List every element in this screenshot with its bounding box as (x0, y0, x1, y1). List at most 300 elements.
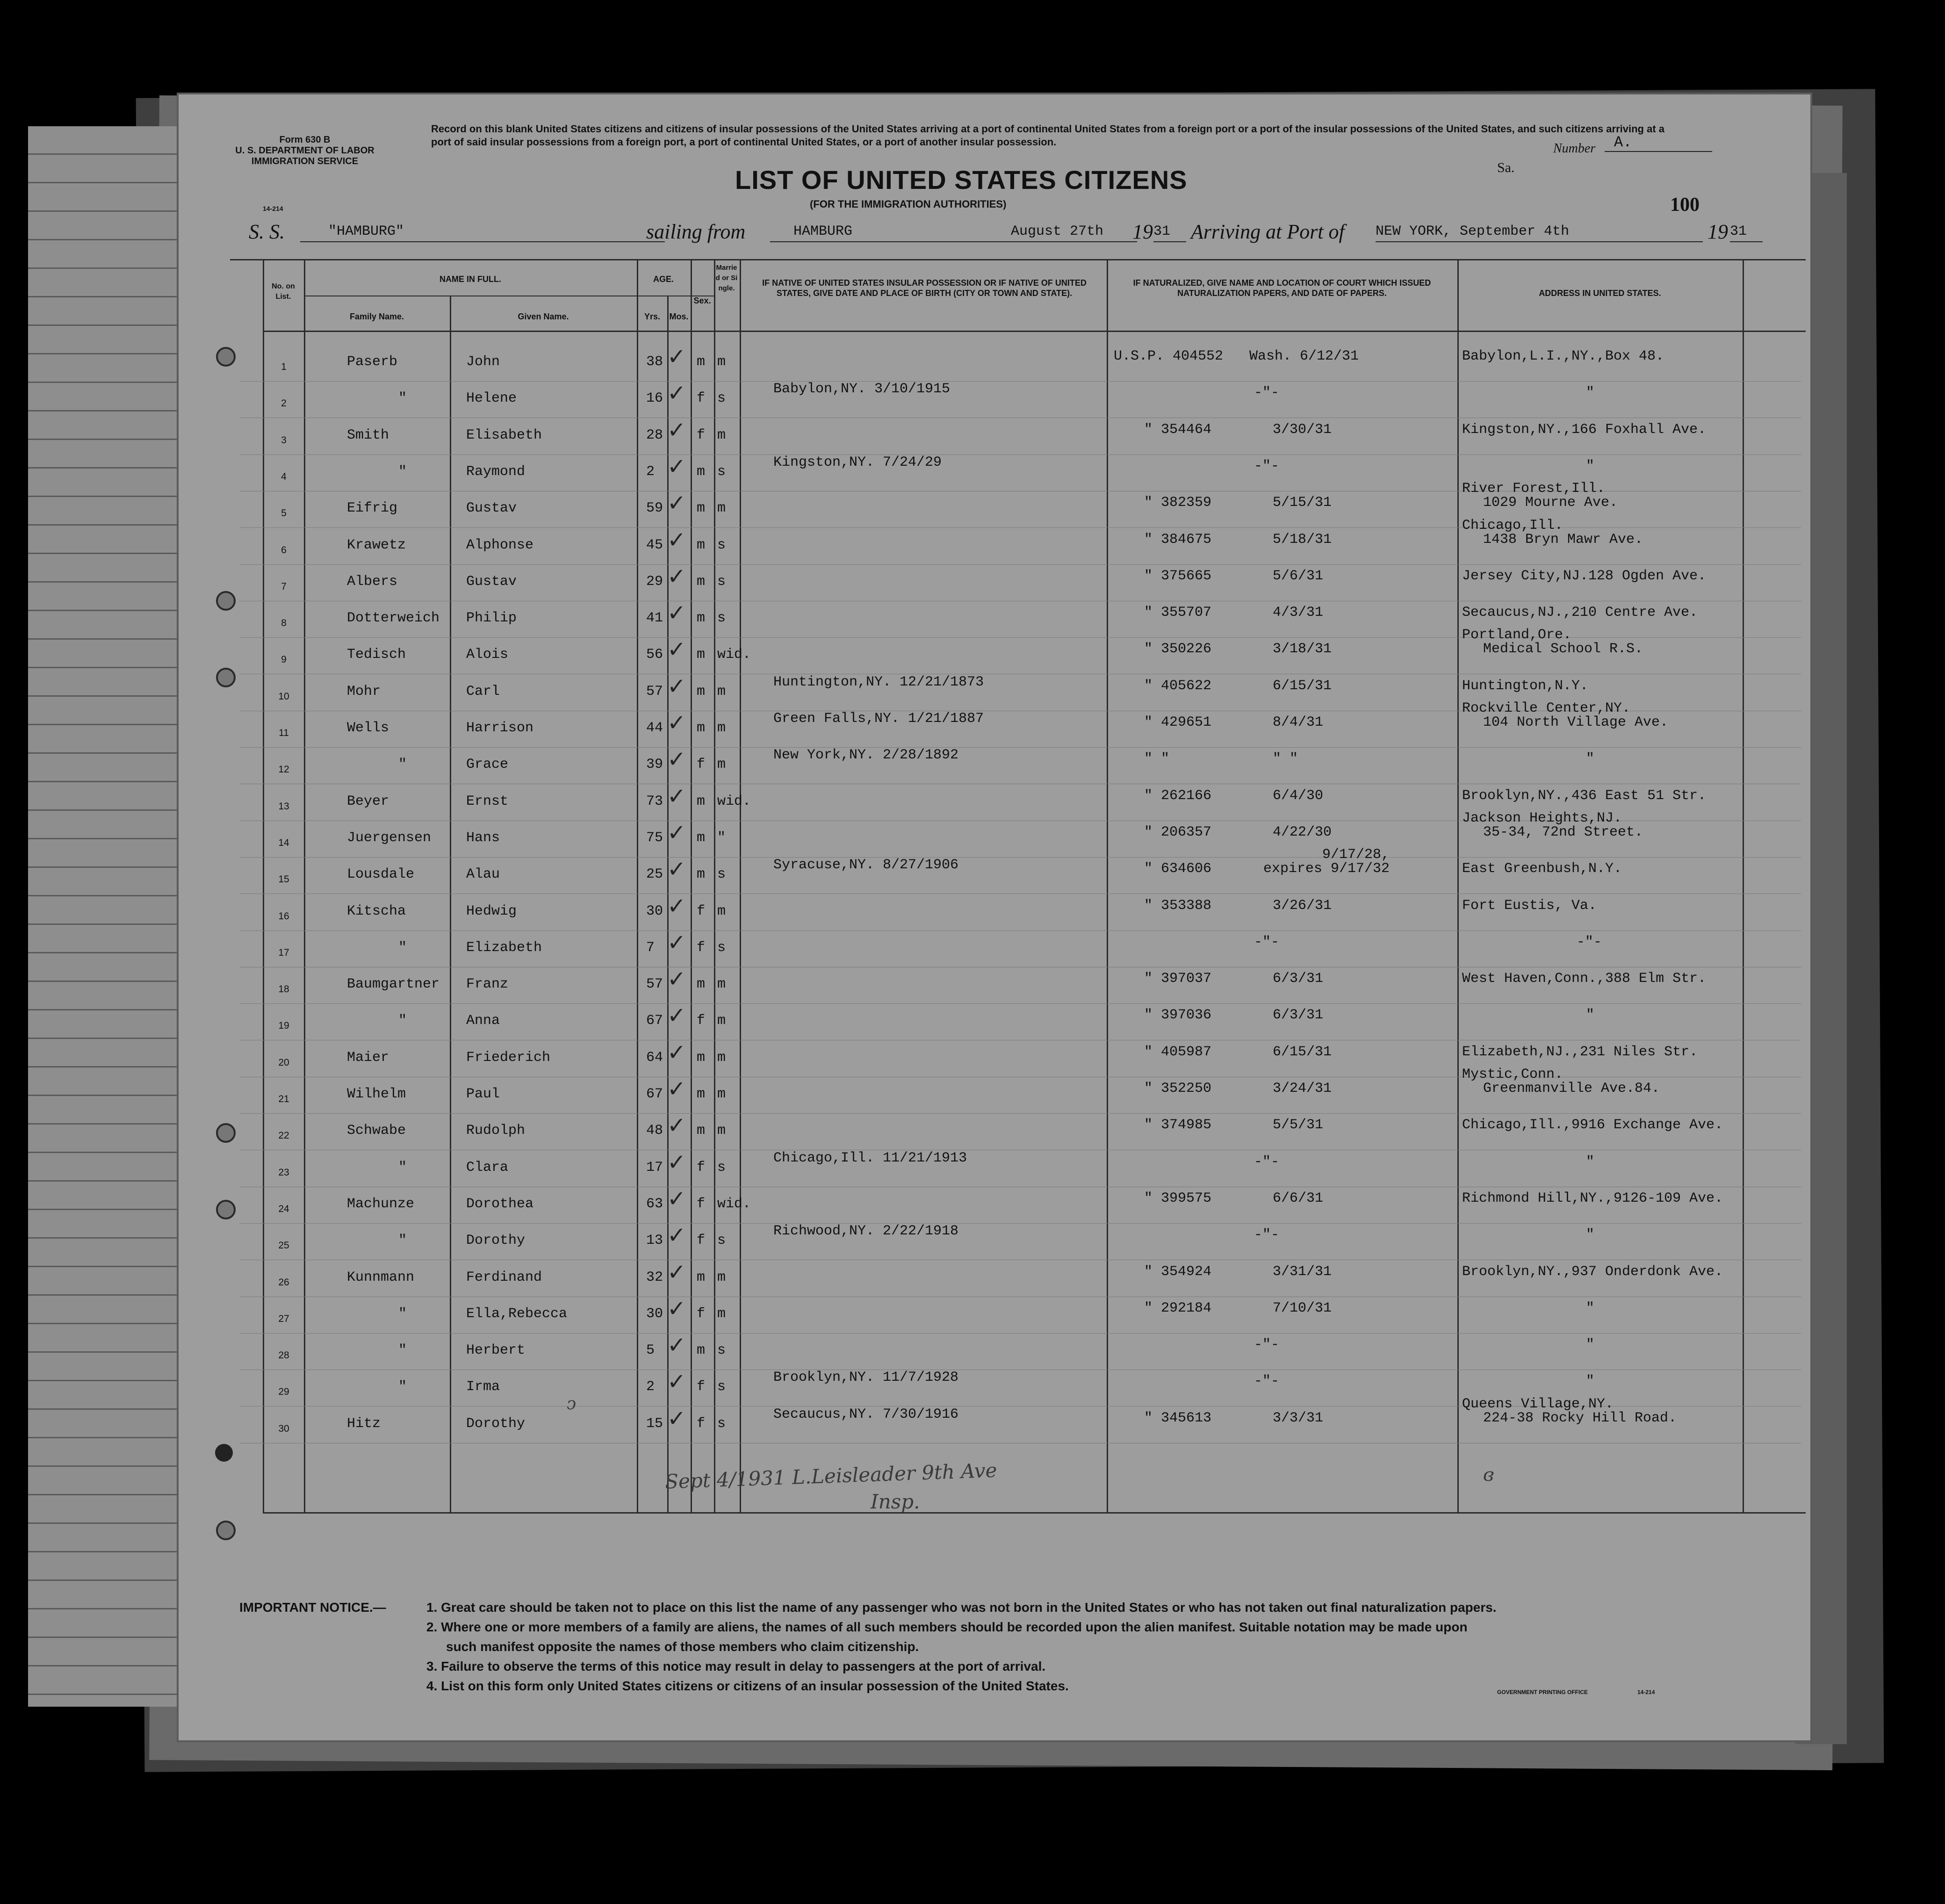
form-identifier: Form 630 B U. S. DEPARTMENT OF LABOR IMMIGRATION SERVICE (235, 135, 375, 166)
family-name: Dotterweich (347, 610, 440, 627)
given-name: Anna (466, 1013, 500, 1029)
naturalization-cert: " 405622 (1144, 678, 1212, 694)
given-name: Gustav (466, 573, 517, 590)
sex: f (697, 757, 706, 773)
given-name: Dorothea (466, 1196, 534, 1212)
naturalization-cert: " 354924 (1144, 1263, 1212, 1280)
birth-place-date: New York,NY. 2/28/1892 (773, 747, 959, 764)
naturalization-court-date: 6/15/31 (1273, 678, 1332, 694)
family-name: " (398, 390, 407, 407)
age-years: 15 (646, 1415, 663, 1432)
marital-status: m (717, 1123, 726, 1139)
family-name: Juergensen (347, 829, 432, 846)
form-instructions: Record on this blank United States citizens and citizens of insular possessions of the United States arriving at a port of continental United States from a foreign port or a port of the insular possessions of the United States, and such citizens arriving at a port of said insular possessions from a foreign port, a port of continental United States, or a port of another insular possession. (431, 123, 1665, 148)
sex: f (697, 1233, 706, 1249)
naturalization-court-date: 6/3/31 (1273, 1007, 1324, 1024)
check-mark: ✓ (667, 1295, 686, 1322)
marital-status: m (717, 903, 726, 919)
check-mark: ✓ (667, 526, 686, 553)
age-years: 56 (646, 647, 663, 663)
col-rule-no (263, 259, 264, 1512)
family-name: Hitz (347, 1415, 381, 1432)
age-years: 57 (646, 976, 663, 993)
row-number: 8 (281, 618, 287, 629)
given-name: Philip (466, 610, 517, 627)
marital-status: s (717, 939, 726, 956)
col-rule-age (637, 259, 638, 1512)
naturalization-court-date: -"- (1254, 1373, 1280, 1390)
given-name: Alois (466, 647, 509, 663)
row-rule (239, 857, 1801, 858)
naturalization-court-date: 6/4/30 (1273, 787, 1324, 804)
age-years: 73 (646, 793, 663, 809)
naturalization-cert: " 355707 (1144, 605, 1212, 621)
family-name: Baumgartner (347, 976, 440, 993)
naturalization-cert: " 384675 (1144, 531, 1212, 548)
sex: m (697, 1086, 706, 1102)
sex: f (697, 427, 706, 443)
family-name: Krawetz (347, 537, 406, 553)
family-name: Albers (347, 573, 398, 590)
check-mark: ✓ (667, 1369, 686, 1395)
family-name: " (398, 1159, 407, 1176)
sex: m (697, 1049, 706, 1066)
address-line-1: " (1586, 385, 1595, 401)
row-number: 23 (278, 1167, 289, 1178)
marital-status: s (717, 537, 726, 553)
naturalization-court-date: 5/6/31 (1273, 568, 1324, 584)
check-mark: ✓ (667, 417, 686, 443)
naturalization-cert: " 397037 (1144, 971, 1212, 987)
sheet-number: 100 (1670, 194, 1700, 216)
col-rule-end (1743, 259, 1744, 1512)
row-number: 24 (278, 1203, 289, 1214)
birth-place-date: Secaucus,NY. 7/30/1916 (773, 1406, 959, 1422)
check-mark: ✓ (667, 893, 686, 919)
family-name: Paserb (347, 354, 398, 370)
naturalization-cert: " 429651 (1144, 714, 1212, 730)
number-label: Number (1553, 141, 1596, 156)
notice-item-2-cont: such manifest opposite the names of those members who claim citizenship. (446, 1639, 919, 1654)
marital-status: m (717, 1013, 726, 1029)
given-name: Dorothy (466, 1233, 526, 1249)
naturalization-court-date: 8/4/31 (1273, 714, 1324, 730)
family-name: " (398, 1379, 407, 1395)
header-mos: Mos. (669, 312, 689, 321)
row-rule (239, 930, 1801, 931)
family-name: Beyer (347, 793, 389, 809)
notice-item-2: 2. Where one or more members of a family are aliens, the names of all such members should be recorded upon the alien manifest. Suitable notation may be made upon (426, 1620, 1468, 1634)
naturalization-court-date: 7/10/31 (1273, 1300, 1332, 1316)
header-address: ADDRESS IN UNITED STATES. (1539, 288, 1661, 298)
naturalization-cert: " 374985 (1144, 1117, 1212, 1133)
naturalization-court-date: " " (1273, 751, 1298, 767)
table-top-rule (230, 259, 1806, 260)
age-years: 38 (646, 354, 663, 370)
address-line-2: 104 North Village Ave. (1483, 714, 1669, 730)
notice-item-1: 1. Great care should be taken not to place on this list the name of any passenger who was not born in the United States or who has not taken out final naturalization papers. (426, 1600, 1497, 1615)
sex: m (697, 683, 706, 700)
naturalization-cert: " 354464 (1144, 421, 1212, 438)
header-age: AGE. (653, 274, 674, 284)
check-mark: ✓ (667, 783, 686, 809)
check-mark: ✓ (667, 1222, 686, 1249)
address-line-2: 35-34, 72nd Street. (1483, 824, 1643, 840)
marital-status: m (717, 427, 726, 443)
sex: f (697, 1415, 706, 1432)
birth-place-date: Babylon,NY. 3/10/1915 (773, 381, 951, 397)
family-name: Eifrig (347, 500, 398, 517)
marital-status: s (717, 1159, 726, 1176)
address-line-1: Kingston,NY.,166 Foxhall Ave. (1462, 421, 1707, 438)
family-name: " (398, 463, 407, 480)
row-number: 6 (281, 544, 287, 555)
marital-status: s (717, 610, 726, 627)
given-name: Harrison (466, 720, 534, 736)
row-number: 18 (278, 984, 289, 995)
header-given: Given Name. (518, 312, 569, 321)
binder-hole (216, 1200, 236, 1219)
page-subtitle: (FOR THE IMMIGRATION AUTHORITIES) (810, 198, 1007, 210)
row-number: 9 (281, 654, 287, 665)
address-line-1: " (1586, 1373, 1595, 1390)
page-title: LIST OF UNITED STATES CITIZENS (735, 165, 1188, 195)
footer-form-code: 14-214 (1637, 1689, 1655, 1695)
family-name: Lousdale (347, 866, 415, 883)
naturalization-court-date: -"- (1254, 934, 1280, 950)
age-years: 7 (646, 939, 655, 956)
address-line-1: " (1586, 458, 1595, 474)
row-rule (239, 1003, 1801, 1004)
address-line-1: Brooklyn,NY.,436 East 51 Str. (1462, 787, 1707, 804)
naturalization-court-date: 6/6/31 (1273, 1190, 1324, 1206)
row-number: 1 (281, 361, 287, 372)
row-rule (239, 1333, 1801, 1334)
check-mark: ✓ (667, 966, 686, 993)
inspector-title: Insp. (871, 1490, 920, 1513)
check-mark: ✓ (667, 1112, 686, 1139)
given-name: Carl (466, 683, 500, 700)
address-line-1: East Greenbush,N.Y. (1462, 861, 1622, 877)
birth-place-date: Brooklyn,NY. 11/7/1928 (773, 1370, 959, 1386)
naturalization-cert: U.S.P. 404552 (1114, 348, 1224, 364)
marital-status: m (717, 1305, 726, 1322)
given-name: Rudolph (466, 1123, 526, 1139)
sex: m (697, 647, 706, 663)
row-number: 20 (278, 1057, 289, 1068)
header-family: Family Name. (349, 312, 404, 321)
address-line-1: Babylon,L.I.,NY.,Box 48. (1462, 348, 1664, 364)
address-line-1: Portland,Ore. (1462, 627, 1572, 643)
age-years: 16 (646, 390, 663, 407)
given-name: Alau (466, 866, 500, 883)
number-value: A. (1605, 134, 1712, 152)
binder-hole (216, 668, 236, 687)
sex: m (697, 1123, 706, 1139)
binder-hole (216, 347, 236, 367)
header-married: Married or Single. (715, 264, 738, 292)
family-name: Tedisch (347, 647, 406, 663)
address-line-2: Medical School R.S. (1483, 641, 1643, 657)
family-name: Kunnmann (347, 1269, 415, 1285)
naturalization-court-date: 3/24/31 (1273, 1081, 1332, 1096)
check-mark: ✓ (667, 490, 686, 517)
marital-status: wid. (717, 647, 751, 663)
age-years: 2 (646, 463, 655, 480)
binder-hole (216, 1521, 236, 1540)
birth-place-date: Syracuse,NY. 8/27/1906 (773, 857, 959, 873)
family-name: Wells (347, 720, 389, 736)
marital-status: m (717, 1086, 726, 1102)
given-name: Ernst (466, 793, 509, 809)
address-line-1: " (1586, 1154, 1595, 1170)
check-mark: ✓ (667, 1076, 686, 1102)
arrival-year-prefix: 19 (1707, 220, 1728, 243)
check-mark: ✓ (667, 1332, 686, 1359)
marital-status: " (717, 829, 726, 846)
header-birth: IF NATIVE OF UNITED STATES INSULAR POSSESSION OR IF NATIVE OF UNITED STATES, GIVE DATE AND PLACE OF BIRTH (CITY OR TOWN AND STATE). (762, 278, 1087, 298)
row-number: 14 (278, 837, 289, 848)
naturalization-cert: " 262166 (1144, 787, 1212, 804)
given-name: Hans (466, 829, 500, 846)
birth-place-date: Kingston,NY. 7/24/29 (773, 454, 942, 470)
family-name: " (398, 757, 407, 773)
family-name: Schwabe (347, 1123, 406, 1139)
naturalization-court-date: Wash. 6/12/31 (1249, 348, 1359, 364)
address-line-1: Elizabeth,NJ.,231 Niles Str. (1462, 1044, 1698, 1060)
naturalization-court-date: 5/5/31 (1273, 1117, 1324, 1133)
col-rule-naturalized (1107, 259, 1108, 1512)
printer-imprint: GOVERNMENT PRINTING OFFICE (1497, 1689, 1588, 1695)
check-mark: ✓ (667, 1149, 686, 1176)
arrival-year: 31 (1730, 222, 1763, 242)
row-number: 21 (278, 1094, 289, 1104)
header-naturalized: IF NATURALIZED, GIVE NAME AND LOCATION OF COURT WHICH ISSUED NATURALIZATION PAPERS, AND DATE OF PAPERS. (1133, 278, 1431, 298)
family-name: " (398, 1013, 407, 1029)
check-mark: ✓ (667, 344, 686, 370)
notice-item-3: 3. Failure to observe the terms of this notice may result in delay to passengers at the port of arrival. (426, 1659, 1046, 1673)
check-mark: ✓ (667, 1405, 686, 1432)
address-line-1: River Forest,Ill. (1462, 481, 1606, 497)
header-sex: Sex. (693, 296, 711, 305)
col-rule-family (304, 259, 305, 1512)
handwritten-mark: ɞ (1483, 1464, 1494, 1485)
address-line-2: 1029 Mourne Ave. (1483, 495, 1618, 511)
sex: m (697, 1342, 706, 1359)
naturalization-court-date: -"- (1254, 1337, 1280, 1353)
age-years: 75 (646, 829, 663, 846)
given-name: Franz (466, 976, 509, 993)
row-rule (239, 1223, 1801, 1224)
marital-status: s (717, 1415, 726, 1432)
check-mark: ✓ (667, 710, 686, 736)
naturalization-court-date: -"- (1254, 1154, 1280, 1170)
naturalization-cert: " 345613 (1144, 1410, 1212, 1426)
col-rule-married (714, 259, 715, 1512)
naturalization-cert: " " (1144, 751, 1170, 767)
naturalization-cert: " 353388 (1144, 897, 1212, 914)
row-number: 22 (278, 1130, 289, 1141)
age-years: 28 (646, 427, 663, 443)
family-name: Wilhelm (347, 1086, 406, 1102)
age-years: 5 (646, 1342, 655, 1359)
marital-status: m (717, 1269, 726, 1285)
marital-status: s (717, 1379, 726, 1395)
sex: m (697, 463, 706, 480)
row-number: 26 (278, 1277, 289, 1288)
row-number: 12 (278, 764, 289, 775)
header-yrs: Yrs. (644, 312, 661, 321)
address-line-1: " (1586, 1227, 1595, 1243)
check-mark: ✓ (667, 636, 686, 663)
check-mark: ✓ (667, 673, 686, 700)
inspector-signature: Sept 4/1931 L.Leisleader 9th Ave (664, 1458, 998, 1493)
sex: m (697, 976, 706, 993)
age-years: 13 (646, 1233, 663, 1249)
address-line-1: Jersey City,NJ.128 Ogden Ave. (1462, 568, 1707, 584)
age-years: 57 (646, 683, 663, 700)
check-mark: ✓ (667, 819, 686, 846)
row-number: 15 (278, 874, 289, 885)
family-name: " (398, 1233, 407, 1249)
address-line-1: Brooklyn,NY.,937 Onderdonk Ave. (1462, 1263, 1723, 1280)
given-name: Paul (466, 1086, 500, 1102)
age-years: 25 (646, 866, 663, 883)
age-years: 32 (646, 1269, 663, 1285)
age-years: 48 (646, 1123, 663, 1139)
family-name: " (398, 939, 407, 956)
family-name: " (398, 1342, 407, 1359)
ss-label: S. S. (249, 220, 285, 243)
given-name: Friederich (466, 1049, 551, 1066)
row-number: 25 (278, 1240, 289, 1251)
given-name: Hedwig (466, 903, 517, 919)
row-number: 11 (279, 728, 289, 738)
naturalization-court-date: 5/18/31 (1273, 531, 1332, 548)
address-line-1: Huntington,N.Y. (1462, 678, 1589, 694)
marital-status: s (717, 1233, 726, 1249)
sex: m (697, 573, 706, 590)
notice-label: IMPORTANT NOTICE.— (239, 1600, 386, 1615)
check-mark: ✓ (667, 1259, 686, 1285)
address-line-1: Jackson Heights,NJ. (1462, 810, 1622, 826)
birth-place-date: Richwood,NY. 2/22/1918 (773, 1223, 959, 1240)
given-name: Alphonse (466, 537, 534, 553)
check-mark: ✓ (667, 380, 686, 407)
address-line-1: " (1586, 1300, 1595, 1316)
row-number: 29 (278, 1386, 289, 1398)
manifest-page (179, 94, 1810, 1740)
sex: m (697, 354, 706, 370)
col-rule-sex (691, 259, 692, 1512)
header-no: No. on List. (272, 282, 295, 301)
age-years: 2 (646, 1379, 655, 1395)
header-name: NAME IN FULL. (439, 274, 501, 284)
address-line-2: 224-38 Rocky Hill Road. (1483, 1410, 1677, 1426)
sex: m (697, 1269, 706, 1285)
sex: f (697, 1159, 706, 1176)
sex: f (697, 903, 706, 919)
address-line-1: Queens Village,NY. (1462, 1396, 1614, 1412)
row-rule (239, 527, 1801, 528)
naturalization-court-date: -"- (1254, 1227, 1280, 1243)
family-name: Smith (347, 427, 389, 443)
sa-label: Sa. (1497, 160, 1515, 175)
check-mark: ✓ (667, 856, 686, 883)
check-mark: ✓ (667, 453, 686, 480)
sex: m (697, 500, 706, 517)
marital-status: s (717, 390, 726, 407)
naturalization-cert: " 375665 (1144, 568, 1212, 584)
row-rule (239, 454, 1801, 455)
handwritten-mark: ↄ (567, 1394, 576, 1414)
address-line-1: West Haven,Conn.,388 Elm Str. (1462, 971, 1707, 987)
sex: m (697, 610, 706, 627)
age-years: 59 (646, 500, 663, 517)
col-rule-birth (740, 259, 741, 1512)
address-line-1: Secaucus,NJ.,210 Centre Ave. (1462, 605, 1698, 621)
given-name: Clara (466, 1159, 509, 1176)
naturalization-court-date: 4/3/31 (1273, 605, 1324, 621)
address-line-1: " (1586, 1337, 1595, 1353)
given-name: Ella,Rebecca (466, 1305, 568, 1322)
given-name: Dorothy (466, 1415, 526, 1432)
row-number: 5 (281, 508, 287, 519)
marital-status: m (717, 757, 726, 773)
row-number: 10 (278, 691, 289, 702)
row-number: 3 (281, 434, 287, 446)
check-mark: ✓ (667, 600, 686, 627)
birth-place-date: Green Falls,NY. 1/21/1887 (773, 711, 984, 727)
row-rule (239, 564, 1801, 565)
row-number: 2 (281, 398, 287, 409)
address-line-1: " (1586, 1007, 1595, 1024)
marital-status: m (717, 683, 726, 700)
naturalization-court-date: 6/3/31 (1273, 971, 1324, 987)
address-line-1: Chicago,Ill. (1462, 517, 1563, 534)
family-name: Machunze (347, 1196, 415, 1212)
sex: m (697, 537, 706, 553)
sailing-date: August 27th (1001, 222, 1137, 242)
binder-hole (215, 1444, 233, 1462)
age-years: 30 (646, 903, 663, 919)
birth-place-date: Chicago,Ill. 11/21/1913 (773, 1150, 967, 1166)
row-rule (239, 381, 1801, 382)
marital-status: s (717, 573, 726, 590)
family-name: Maier (347, 1049, 389, 1066)
sailing-year-prefix: 19 (1132, 220, 1153, 243)
given-name: Irma (466, 1379, 500, 1395)
row-number: 30 (278, 1423, 289, 1434)
row-number: 16 (278, 910, 289, 922)
sex: m (697, 866, 706, 883)
check-mark: ✓ (667, 746, 686, 773)
age-years: 67 (646, 1086, 663, 1102)
table-header-rule (263, 331, 1806, 332)
row-number: 13 (278, 801, 289, 812)
address-line-1: Fort Eustis, Va. (1462, 897, 1597, 914)
check-mark: ✓ (667, 1185, 686, 1212)
marital-status: s (717, 1342, 726, 1359)
ship-name: "HAMBURG" (300, 222, 665, 242)
given-name: Elisabeth (466, 427, 542, 443)
row-number: 4 (281, 471, 287, 482)
naturalization-court-date: 5/15/31 (1273, 495, 1332, 511)
naturalization-court-date: -"- (1254, 458, 1280, 474)
given-name: Grace (466, 757, 509, 773)
given-name: Ferdinand (466, 1269, 542, 1285)
family-name: Mohr (347, 683, 381, 700)
